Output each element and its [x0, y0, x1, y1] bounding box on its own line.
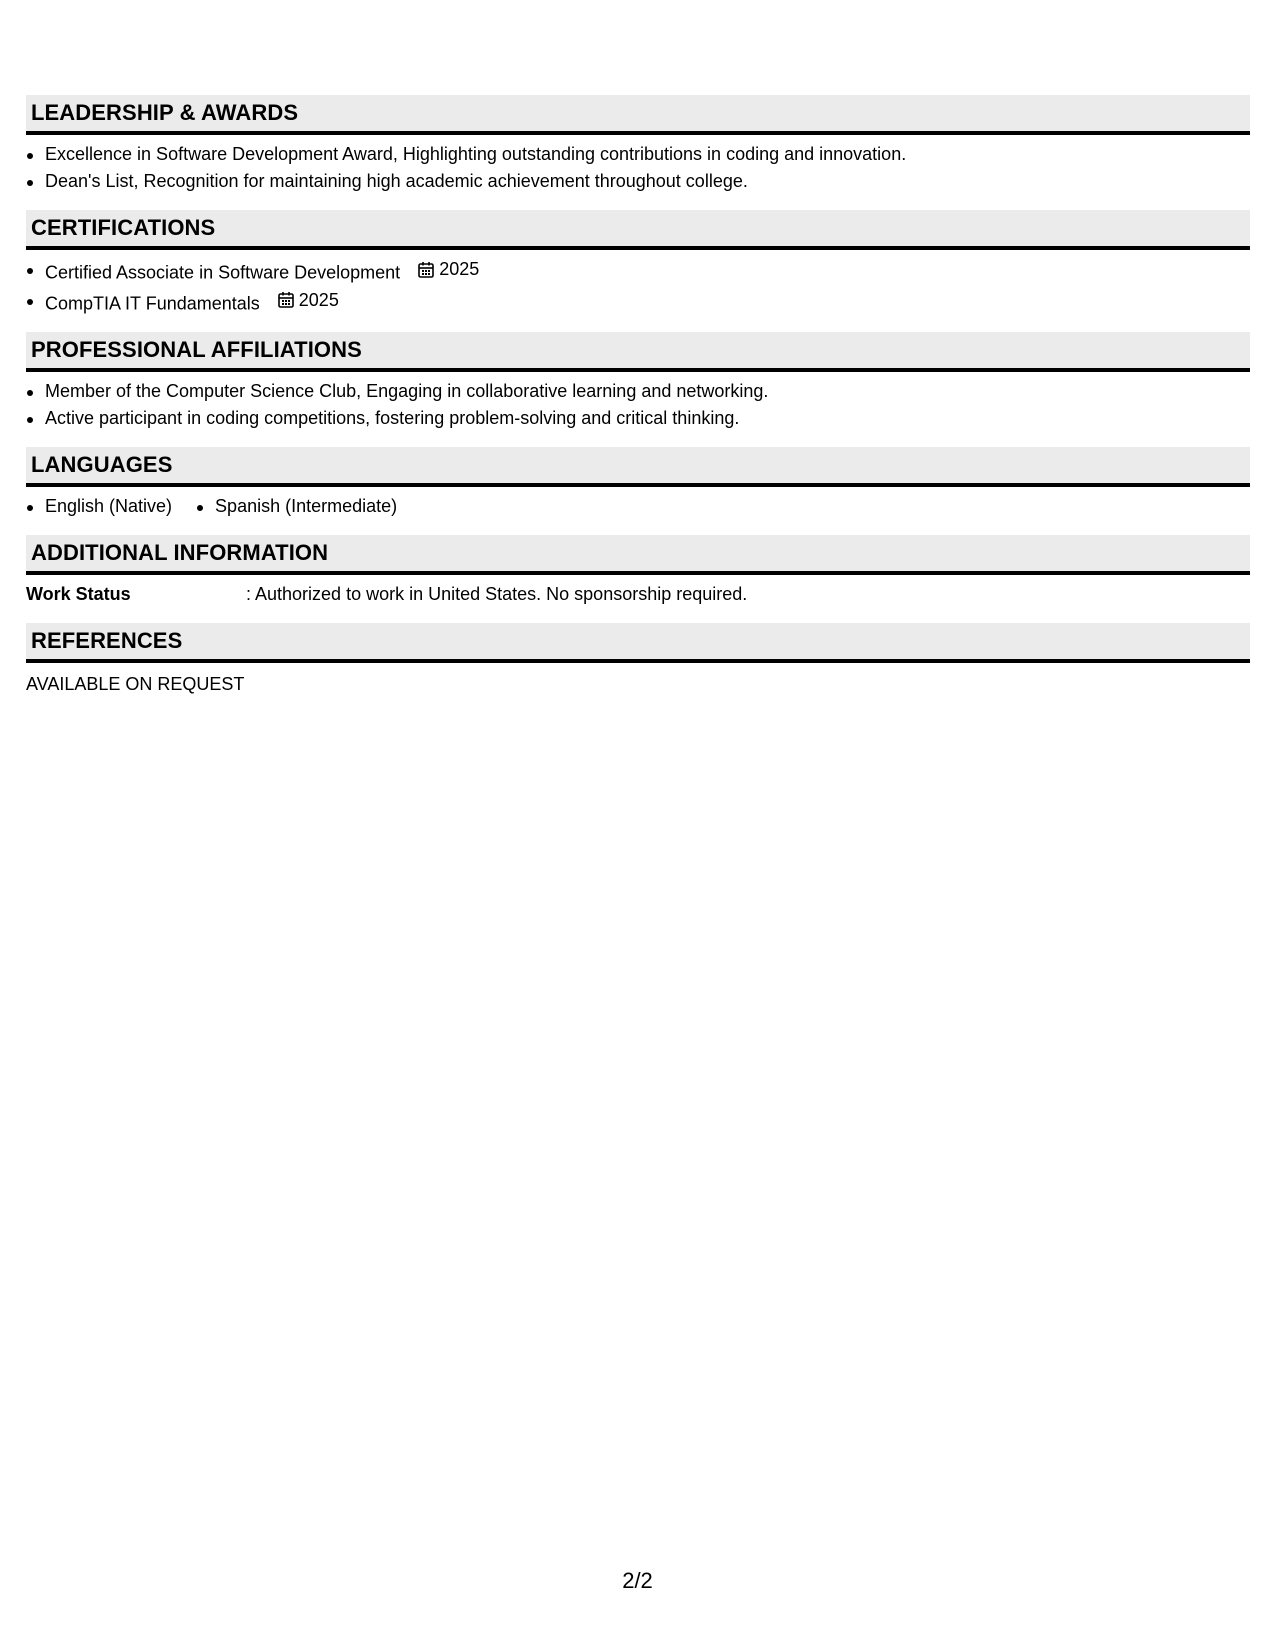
- section-title: CERTIFICATIONS: [31, 215, 216, 240]
- certifications-list: [26, 250, 1250, 317]
- list-item: [26, 287, 1250, 318]
- languages-section: [26, 447, 1250, 520]
- references-section: [26, 623, 1250, 698]
- certification-name: CompTIA IT Fundamentals: [45, 293, 260, 313]
- section-title: ADDITIONAL INFORMATION: [31, 540, 329, 565]
- section-title: LANGUAGES: [31, 452, 173, 477]
- language-item: Spanish (Intermediate): [196, 493, 397, 520]
- certification-year: 2025: [439, 259, 480, 279]
- professional-affiliations-section: [26, 332, 1250, 432]
- certification-date: [277, 287, 339, 314]
- languages-list: [26, 487, 1250, 520]
- certification-name: Certified Associate in Software Development: [45, 262, 401, 283]
- section-title: LEADERSHIP & AWARDS: [31, 100, 299, 125]
- section-title: PROFESSIONAL AFFILIATIONS: [31, 337, 362, 362]
- awards-list: [26, 135, 1250, 195]
- section-header: [26, 447, 1250, 487]
- page-number: 2/2: [622, 1568, 653, 1593]
- list-item: Active participant in coding competitions, fostering problem-solving and critical thinking.: [26, 405, 1250, 432]
- section-header: [26, 210, 1250, 250]
- calendar-icon: [417, 261, 435, 279]
- section-header: [26, 623, 1250, 663]
- affiliations-list: [26, 372, 1250, 432]
- list-item: Dean's List, Recognition for maintaining high academic achievement throughout college.: [26, 168, 1250, 195]
- work-status-label: Work Status: [26, 584, 131, 604]
- calendar-icon: [277, 291, 295, 309]
- work-status-row: [26, 575, 1250, 608]
- additional-information-section: [26, 535, 1250, 608]
- references-text: AVAILABLE ON REQUEST: [26, 674, 245, 694]
- list-item: [26, 256, 1250, 287]
- section-header: [26, 535, 1250, 575]
- certification-date: [417, 256, 479, 283]
- section-header: [26, 332, 1250, 372]
- list-item: Excellence in Software Development Award, Highlighting outstanding contributions in coding and innovation.: [26, 141, 1250, 168]
- certifications-section: [26, 210, 1250, 317]
- list-item: Member of the Computer Science Club, Engaging in collaborative learning and networking.: [26, 378, 1250, 405]
- section-title: REFERENCES: [31, 628, 183, 653]
- leadership-awards-section: [26, 95, 1250, 195]
- work-status-value: : Authorized to work in United States. No sponsorship required.: [246, 584, 748, 604]
- section-header: [26, 95, 1250, 135]
- resume-page: [26, 95, 1250, 713]
- language-item: English (Native): [26, 493, 172, 520]
- certification-year: 2025: [298, 289, 339, 310]
